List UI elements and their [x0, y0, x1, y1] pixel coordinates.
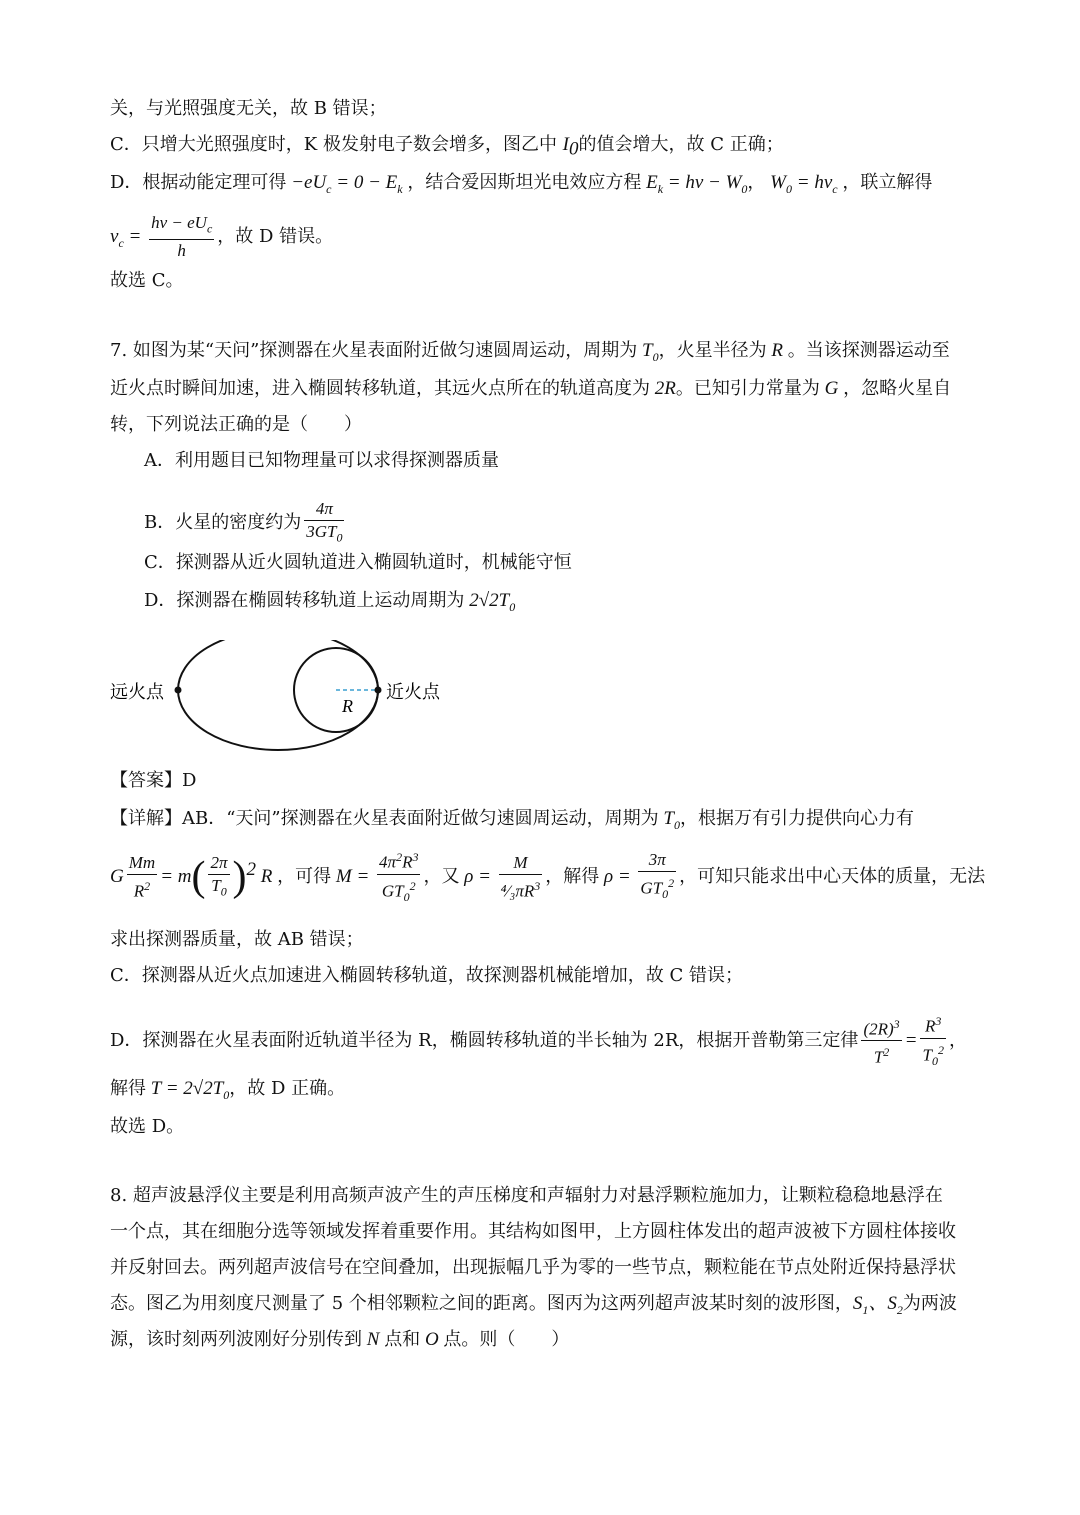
option-c: C．探测器从近火圆轨道进入椭圆轨道时，机械能守恒: [144, 552, 572, 573]
question-8-line: 态。图乙为用刻度尺测量了 5 个相邻颗粒之间的距离。图丙为这两列超声波某时刻的波形图，$S_1$、$S_2$为两波: [110, 1293, 957, 1317]
text-line: D．根据动能定理可得 $-eU_c = 0 - E_k$ ，结合爱因斯坦光电效应方程 $E_k = h\nu - W_0$， $W_0 = h\nu_c$ ，联立解得: [110, 172, 933, 196]
question-8-line: 8. 超声波悬浮仪主要是利用高频声波产生的声压梯度和声辐射力对悬浮颗粒施加力，让颗粒稳稳地悬浮在: [110, 1185, 943, 1206]
far-point-label: 远火点: [110, 682, 164, 703]
option-d: D．探测器在椭圆转移轨道上运动周期为 $2√2T_0$: [144, 590, 516, 614]
question-7-line: 近火点时瞬间加速，进入椭圆转移轨道，其远火点所在的轨道高度为 2R。已知引力常量为 G ，忽略火星自: [110, 378, 952, 399]
near-point-label: 近火点: [386, 682, 440, 703]
detail-line: 【详解】AB．“天问”探测器在火星表面附近做匀速圆周运动，周期为 $T_0$，根据万有引力提供向心力有: [110, 808, 914, 832]
question-8-line: 源，该时刻两列波刚好分别传到 N 点和 O 点。则（ ）: [110, 1329, 570, 1350]
fraction: $\frac{4\pi}{3GT_0}$: [306, 499, 343, 545]
detail-line: D．探测器在火星表面附近轨道半径为 R，椭圆转移轨道的半长轴为 2R，根据开普勒第三定律 $\frac{(2R)^3}{T^2}$ = $\frac{R^3}{T_0^2}$ ，: [110, 1010, 967, 1072]
question-8-line: 一个点，其在细胞分选等领域发挥着重要作用。其结构如图甲，上方圆柱体发出的超声波被下方圆柱体接收: [110, 1221, 956, 1242]
elliptical-orbit: [178, 640, 378, 750]
answer: 【答案】D: [110, 770, 197, 791]
fraction: $\frac{h\nu - eU_c}{h}$: [151, 213, 213, 261]
question-8-line: 并反射回去。两列超声波信号在空间叠加，出现振幅几乎为零的一些节点，颗粒能在节点处附近保持悬浮状: [110, 1257, 956, 1278]
formula-line: G $\frac{Mm}{R^2}$ = m( $\frac{2\pi}{T_0}$ )$^2$ R ，可得 M = $\frac{4\pi^2R^3}{GT_0^2}$ ，又 ρ = $\frac{M}{^4⁄_3\pi R^3}$ ，解得 ρ = $\frac{3\pi}{GT_0^2}$ ，可知只能求出中心天体的质量，无法: [110, 846, 985, 908]
formula-line: $\nu_c$ = $\frac{h\nu - eU_c}{h}$ ，故 D 错误。: [110, 213, 334, 261]
question-7-line: 7. 如图为某“天问”探测器在火星表面附近做匀速圆周运动，周期为 $T_0$，火星半径为 R 。当该探测器运动至: [110, 340, 950, 364]
detail-line: 求出探测器质量，故 AB 错误；: [110, 929, 364, 950]
question-7-line: 转，下列说法正确的是（ ）: [110, 414, 362, 435]
detail-line: 解得 $T = 2√2T_0$，故 D 正确。: [110, 1078, 346, 1102]
text-line: 关，与光照强度无关，故 B 错误；: [110, 98, 387, 119]
detail-line: C．探测器从近火点加速进入椭圆转移轨道，故探测器机械能增加，故 C 错误；: [110, 965, 743, 986]
far-point-dot: [175, 687, 182, 694]
detail-line: 故选 D。: [110, 1116, 185, 1137]
orbit-diagram: [100, 640, 480, 760]
radius-label: R: [342, 696, 353, 716]
text-line: C．只增大光照强度时，K 极发射电子数会增多，图乙中 $I_0$的值会增大，故 C 正确；: [110, 134, 784, 160]
option-a: A．利用题目已知物理量可以求得探测器质量: [144, 450, 499, 471]
option-b: B．火星的密度约为 $\frac{4\pi}{3GT_0}$: [144, 498, 347, 548]
near-point-dot: [375, 687, 382, 694]
text-line: 故选 C。: [110, 270, 184, 291]
